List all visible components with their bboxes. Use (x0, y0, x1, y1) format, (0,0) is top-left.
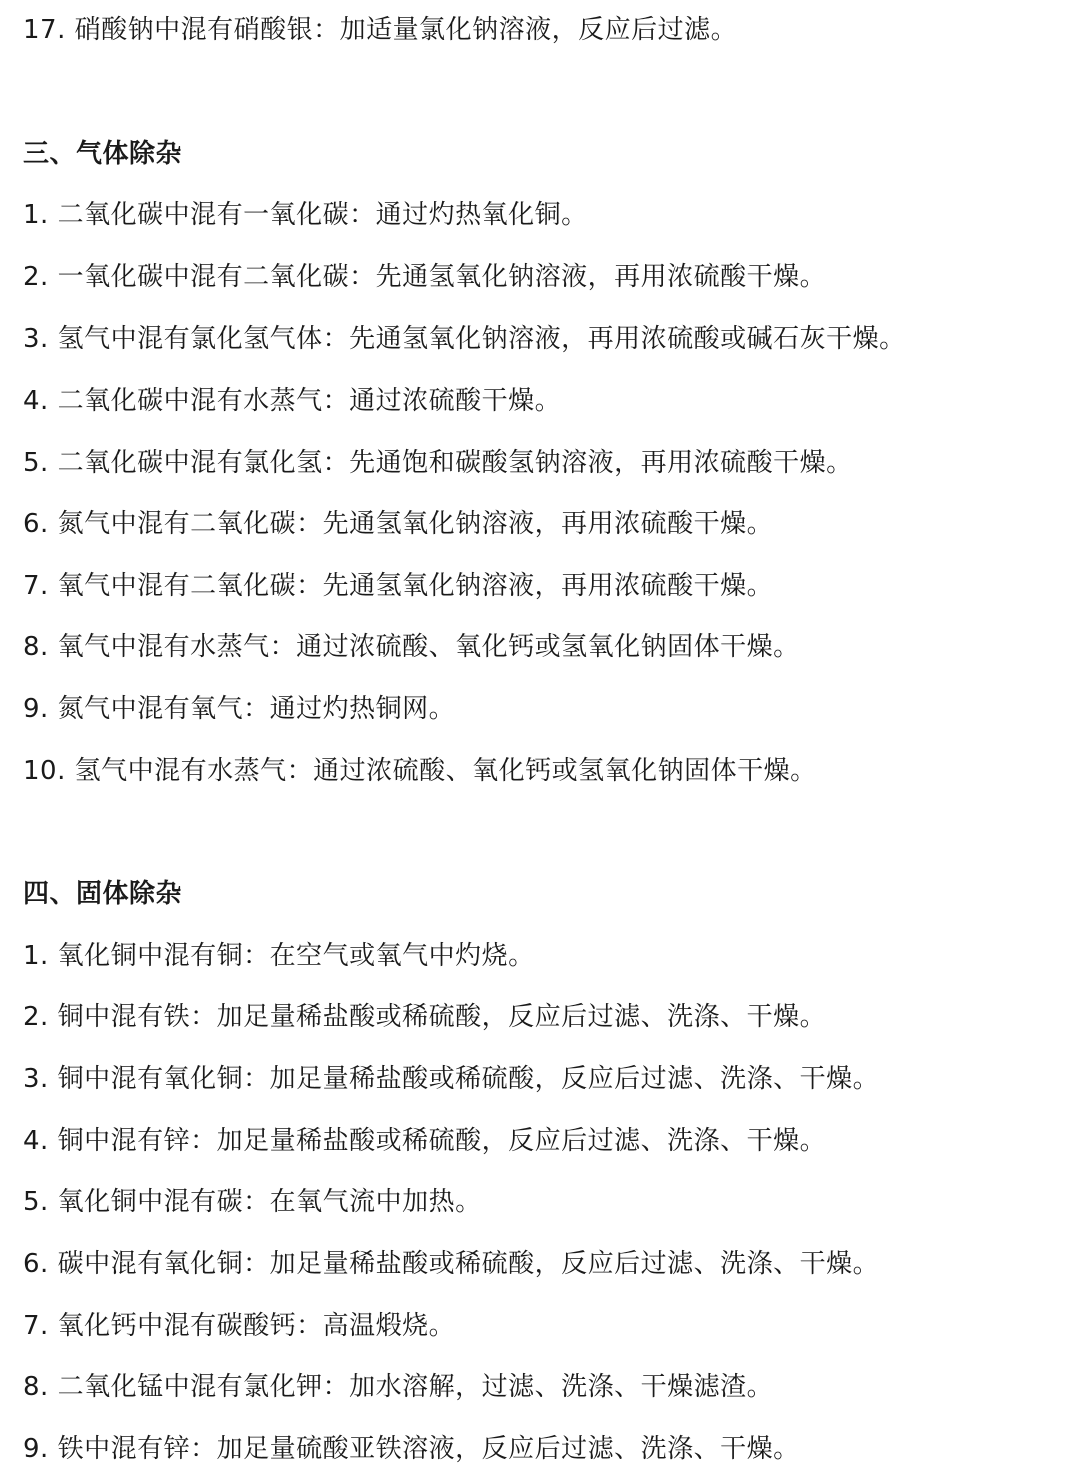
solid-item-2: 2. 铜中混有铁：加足量稀盐酸或稀硫酸，反应后过滤、洗涤、干燥。 (23, 1002, 827, 1032)
section-heading-solid: 四、固体除杂 (23, 879, 183, 909)
solid-item-8: 8. 二氧化锰中混有氯化钾：加水溶解，过滤、洗涤、干燥滤渣。 (23, 1372, 774, 1402)
gas-item-6: 6. 氮气中混有二氧化碳：先通氢氧化钠溶液，再用浓硫酸干燥。 (23, 509, 774, 539)
gas-item-8: 8. 氧气中混有水蒸气：通过浓硫酸、氧化钙或氢氧化钠固体干燥。 (23, 632, 800, 662)
gas-item-10: 10. 氢气中混有水蒸气：通过浓硫酸、氧化钙或氢氧化钠固体干燥。 (23, 756, 817, 786)
solid-item-4: 4. 铜中混有锌：加足量稀盐酸或稀硫酸，反应后过滤、洗涤、干燥。 (23, 1126, 827, 1156)
solid-item-9: 9. 铁中混有锌：加足量硫酸亚铁溶液，反应后过滤、洗涤、干燥。 (23, 1434, 800, 1464)
gas-item-5: 5. 二氧化碳中混有氯化氢：先通饱和碳酸氢钠溶液，再用浓硫酸干燥。 (23, 448, 853, 478)
gas-item-7: 7. 氧气中混有二氧化碳：先通氢氧化钠溶液，再用浓硫酸干燥。 (23, 571, 774, 601)
gas-item-2: 2. 一氧化碳中混有二氧化碳：先通氢氧化钠溶液，再用浓硫酸干燥。 (23, 262, 827, 292)
list-item-17: 17. 硝酸钠中混有硝酸银：加适量氯化钠溶液，反应后过滤。 (23, 15, 738, 45)
section-heading-gas: 三、气体除杂 (23, 139, 183, 169)
solid-item-5: 5. 氧化铜中混有碳：在氧气流中加热。 (23, 1187, 482, 1217)
gas-item-4: 4. 二氧化碳中混有水蒸气：通过浓硫酸干燥。 (23, 386, 562, 416)
solid-item-1: 1. 氧化铜中混有铜：在空气或氧气中灼烧。 (23, 941, 535, 971)
gas-item-1: 1. 二氧化碳中混有一氧化碳：通过灼热氧化铜。 (23, 200, 588, 230)
solid-item-3: 3. 铜中混有氧化铜：加足量稀盐酸或稀硫酸，反应后过滤、洗涤、干燥。 (23, 1064, 880, 1094)
gas-item-9: 9. 氮气中混有氧气：通过灼热铜网。 (23, 694, 456, 724)
gas-item-3: 3. 氢气中混有氯化氢气体：先通氢氧化钠溶液，再用浓硫酸或碱石灰干燥。 (23, 324, 906, 354)
solid-item-7: 7. 氧化钙中混有碳酸钙：高温煅烧。 (23, 1311, 456, 1341)
solid-item-6: 6. 碳中混有氧化铜：加足量稀盐酸或稀硫酸，反应后过滤、洗涤、干燥。 (23, 1249, 880, 1279)
